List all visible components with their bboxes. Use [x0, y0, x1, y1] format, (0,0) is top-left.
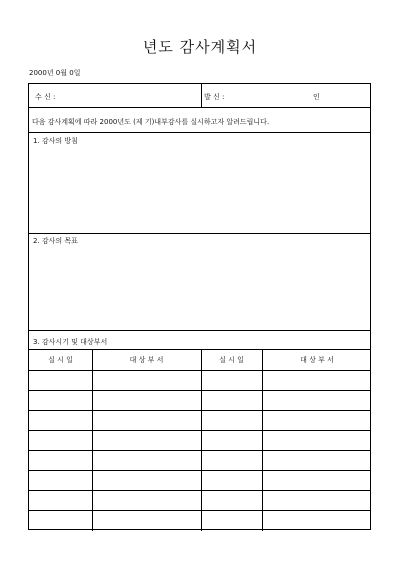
table-row — [29, 490, 370, 491]
table-col-divider-1 — [92, 349, 93, 531]
section-goal-heading: 2. 감사의 목표 — [33, 237, 78, 245]
recipient-label: 수 신 : — [35, 93, 56, 101]
document-date: 2000년 0월 0일 — [29, 69, 81, 77]
table-col-divider-2 — [201, 349, 202, 531]
document-title: 년도 감사계획서 — [142, 38, 258, 56]
divider-policy — [29, 233, 370, 234]
table-row — [29, 510, 370, 511]
seal-label: 인 — [313, 93, 320, 101]
intro-text: 다음 감사계획에 따라 2000년도 (제 기)내부감사를 실시하고자 알려드립니다. — [32, 118, 270, 126]
sender-label: 발 신 : — [204, 93, 225, 101]
table-col-divider-3 — [262, 349, 263, 531]
table-header-dept-2: 대 상 부 서 — [300, 356, 334, 364]
table-header-divider — [29, 370, 370, 371]
table-row — [29, 430, 370, 431]
table-header-date-2: 실 시 일 — [219, 356, 244, 364]
divider-intro — [29, 132, 370, 133]
table-header-date-1: 실 시 일 — [48, 356, 73, 364]
divider-header — [29, 107, 370, 108]
table-row — [29, 410, 370, 411]
divider-schedule — [29, 349, 370, 350]
table-row — [29, 390, 370, 391]
form-frame — [28, 83, 371, 530]
section-policy-heading: 1. 감사의 방침 — [33, 137, 78, 145]
header-divider — [201, 84, 202, 107]
table-row — [29, 470, 370, 471]
section-schedule-heading: 3. 감사시기 및 대상부서 — [33, 338, 108, 346]
divider-goal — [29, 330, 370, 331]
table-header-dept-1: 대 상 부 서 — [129, 356, 164, 364]
table-row — [29, 450, 370, 451]
